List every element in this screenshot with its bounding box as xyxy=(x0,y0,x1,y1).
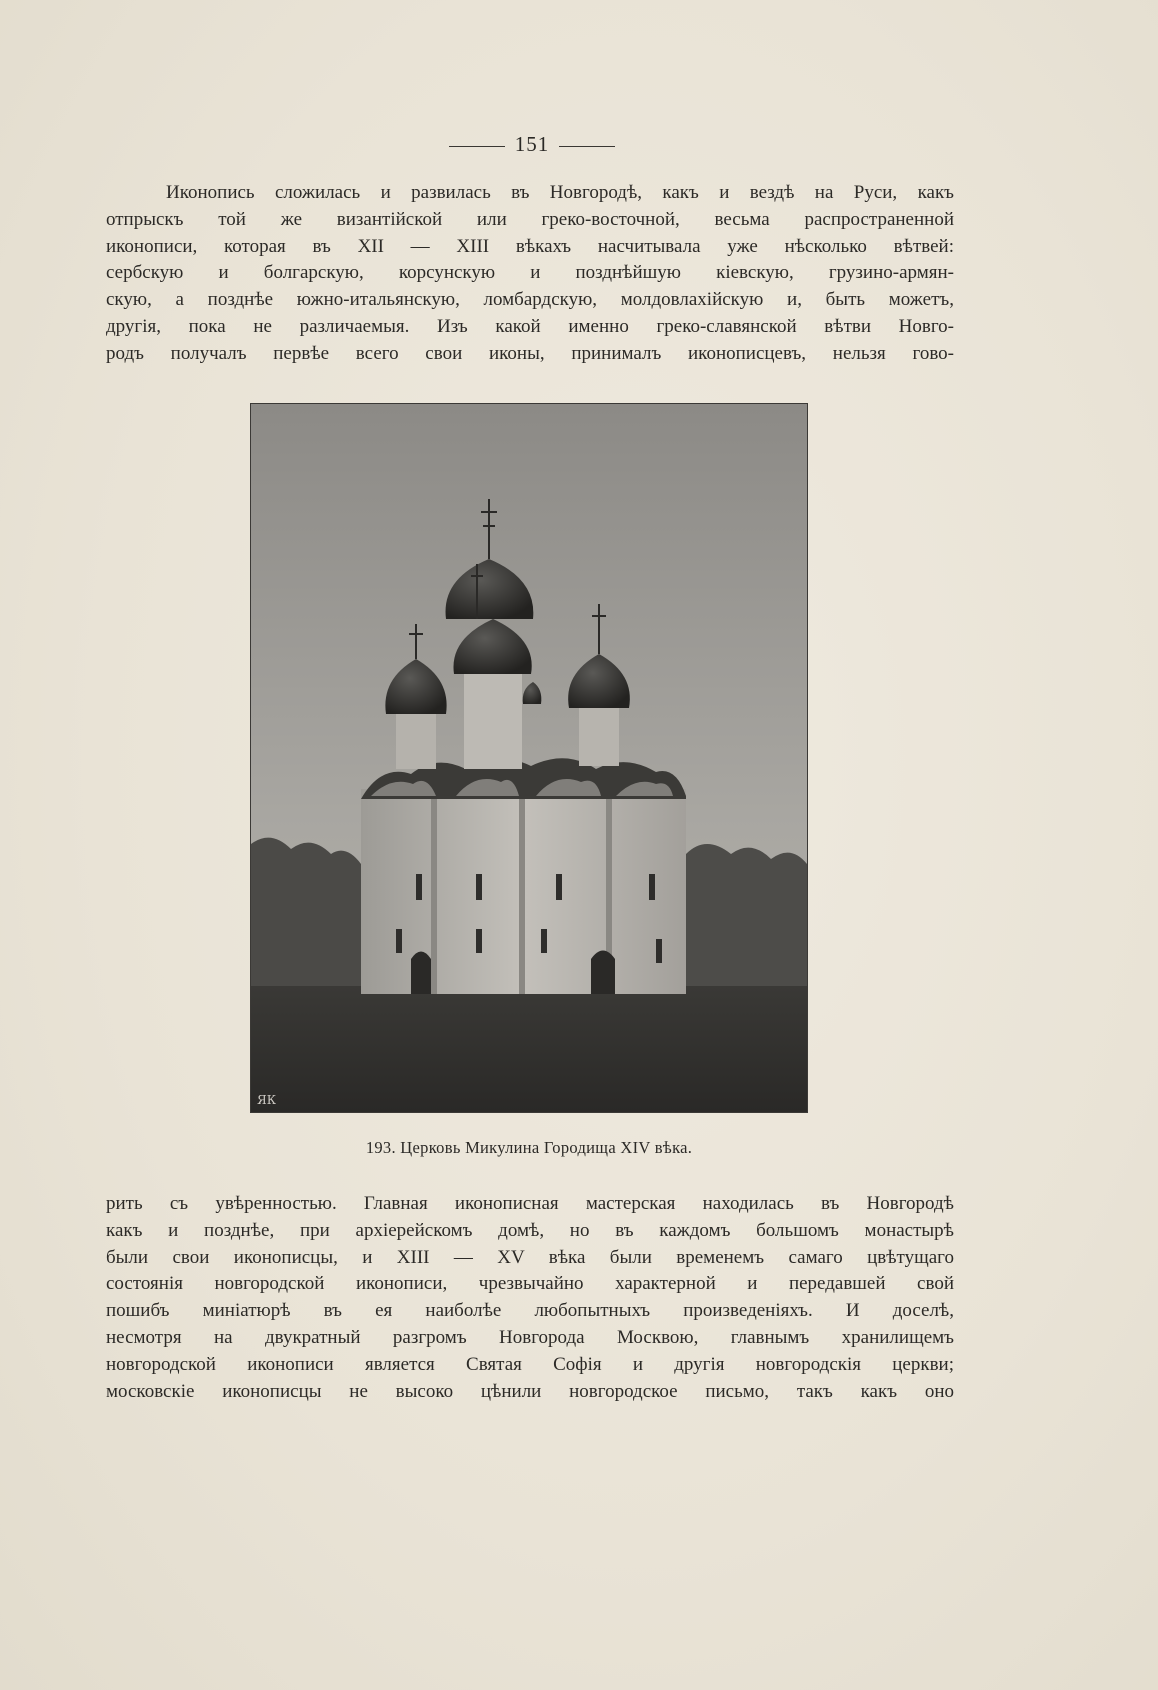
text-line: несмотря на двукратный разгромъ Новгорода Москвою, главнымъ хранилищемъ xyxy=(106,1326,954,1348)
church-door xyxy=(411,952,431,995)
trees-left xyxy=(251,838,361,1004)
drum-right xyxy=(579,704,619,766)
page-number xyxy=(0,132,1064,157)
church-photograph xyxy=(251,404,807,1112)
trees-right xyxy=(686,844,807,1004)
text-line: родъ получалъ первѣе всего свои иконы, принималъ иконописцевъ, нельзя гово- xyxy=(106,342,954,364)
figure-caption: 193. Церковь Микулина Городища XIV вѣка. xyxy=(365,1138,693,1157)
church-door xyxy=(591,951,615,995)
text-line: новгородской иконописи является Святая Софія и другія новгородскія церкви; xyxy=(106,1353,954,1375)
drum-left xyxy=(396,709,436,769)
photo-monogram: ЯК xyxy=(257,1093,276,1107)
page-number-text: 151 xyxy=(514,132,550,156)
page-number-rule-left xyxy=(449,146,505,147)
text-line: были свои иконописцы, и XIII — XV вѣка были временемъ самаго цвѣтущаго xyxy=(106,1246,954,1268)
text-line: сербскую и болгарскую, корсунскую и позднѣйшую кіевскую, грузино-армян- xyxy=(106,262,954,284)
text-line: отпрыскъ той же византійской или греко-восточной, весьма распространенной xyxy=(106,208,954,230)
text-line: пошибъ миніатюрѣ въ ея наиболѣе любопытныхъ произведеніяхъ. И доселѣ, xyxy=(106,1300,954,1322)
paragraph-top xyxy=(106,180,954,368)
drum-center xyxy=(464,669,522,769)
text-line: скую, а позднѣе южно-итальянскую, ломбардскую, молдовлахійскую и, быть можетъ, xyxy=(106,289,954,311)
text-line: московскіе иконописцы не высоко цѣнили новгородское письмо, такъ какъ оно xyxy=(106,1380,954,1402)
page-number-rule-right xyxy=(559,146,615,147)
text-line: состоянія новгородской иконописи, чрезвычайно характерной и передавшей свой xyxy=(106,1273,954,1295)
text-line: какъ и позднѣе, при архіерейскомъ домѣ, но въ каждомъ большомъ монастырѣ xyxy=(106,1219,954,1241)
text-line: другія, пока не различаемыя. Изъ какой именно греко-славянской вѣтви Новго- xyxy=(106,315,954,337)
paragraph-bottom xyxy=(106,1191,954,1405)
text-line: иконописи, которая въ XII — XIII вѣкахъ насчитывала уже нѣсколько вѣтвей: xyxy=(106,235,954,257)
text-line: рить съ увѣренностью. Главная иконописная мастерская находилась въ Новгородѣ xyxy=(106,1193,954,1214)
ground xyxy=(251,986,807,1112)
text-line: Иконопись сложилась и развилась въ Новгородѣ, какъ и вездѣ на Руси, какъ xyxy=(166,182,954,203)
